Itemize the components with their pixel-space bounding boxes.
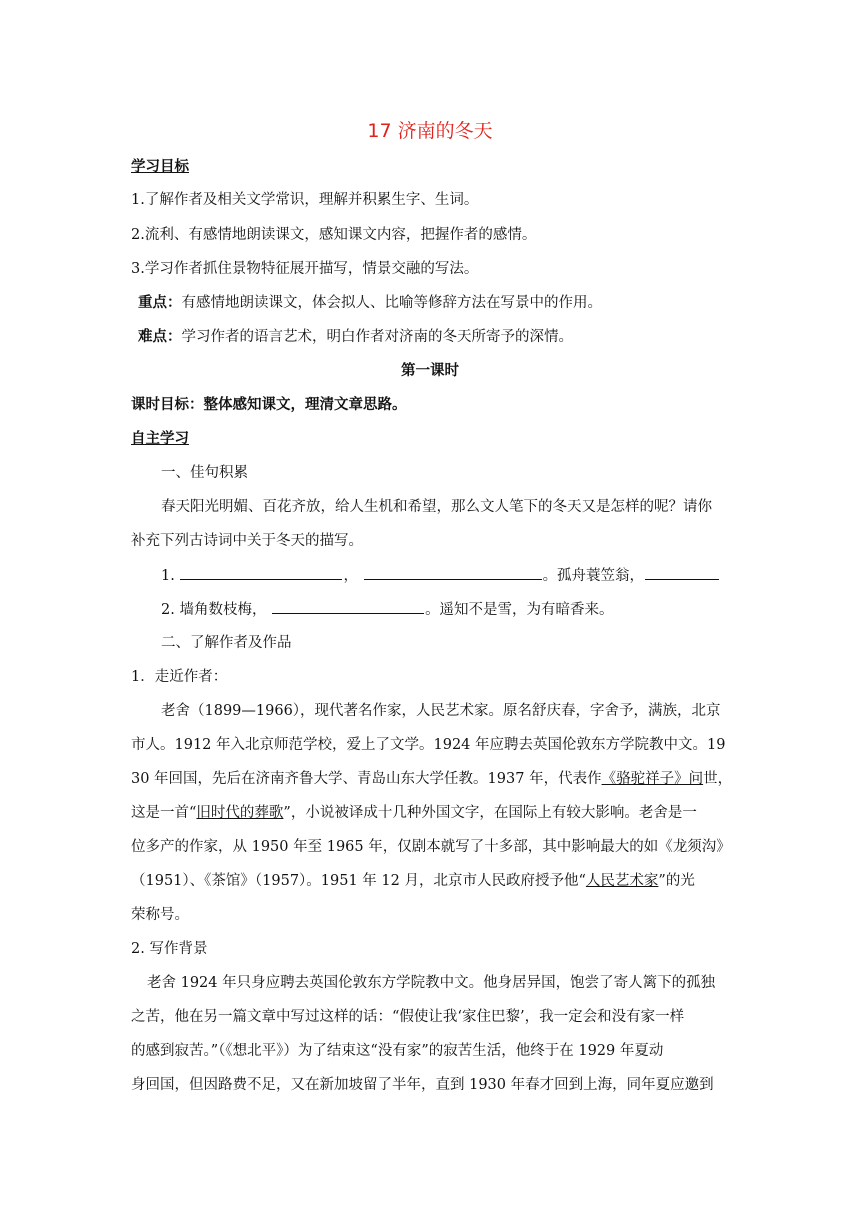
- text-span: 世，: [703, 771, 733, 787]
- author-paragraph-line: [131, 769, 731, 789]
- author-paragraph-line: [131, 871, 731, 891]
- background-paragraph-line: 之苦，他在另一篇文章中写过这样的话：“假使让我‘家住巴黎’，我一定会和没有家一样: [131, 1009, 685, 1025]
- author-paragraph-line: [131, 803, 731, 823]
- section-heading-goals: 学习目标: [131, 159, 189, 175]
- text-span: 这是一首“: [131, 805, 197, 821]
- text-span: 30 年回国，先后在济南齐鲁大学、青岛山东大学任教。1937 年，代表作: [131, 771, 602, 787]
- background-paragraph-line: 老舍 1924 年只身应聘去英国伦敦东方学院教中文。他身居异国，饱尝了寄人篱下的孤独: [147, 975, 716, 991]
- background-paragraph-line: 的感到寂苦。”（《想北平》）为了结束这“没有家”的寂苦生活，他终于在 1929 年夏动: [131, 1043, 664, 1059]
- answer-blank[interactable]: [272, 599, 424, 614]
- lesson-goal: 课时目标：整体感知课文，理清文章思路。: [131, 397, 407, 413]
- subheading-background: 2. 写作背景: [131, 941, 208, 957]
- question-number: 1.: [161, 568, 175, 584]
- author-paragraph-line: 市人。1912 年入北京师范学校，爱上了文学。1924 年应聘去英国伦敦东方学院教中文。19: [131, 737, 726, 753]
- underlined-text: 《骆驼祥子》问: [601, 771, 704, 787]
- question-number: 2.: [161, 602, 175, 618]
- text-span: （1951）、《茶馆》（1957）。1951 年 12 月，北京市人民政府授予他“: [131, 873, 586, 889]
- section-heading-self-study: 自主学习: [131, 431, 189, 447]
- text-span: ”，小说被译成十几种外国文字，在国际上有较大影响。老舍是一: [283, 805, 697, 821]
- author-paragraph-line: 位多产的作家，从 1950 年至 1965 年，仅剧本就写了十多部，其中影响最大的如《龙须沟》: [131, 839, 731, 855]
- underlined-text: 人民艺术家: [585, 873, 659, 889]
- goal-item: 2.流利、有感情地朗读课文，感知课文内容，把握作者的感情。: [131, 227, 537, 243]
- question-text: 。遥知不是雪，为有暗香来。: [425, 602, 614, 618]
- question-text: ，: [343, 568, 358, 584]
- question-2: [161, 599, 761, 620]
- goal-item: 1.了解作者及相关文学常识，理解并积累生字、生词。: [131, 192, 479, 208]
- key-point: [138, 293, 738, 313]
- lesson-title: 第一课时: [401, 363, 459, 379]
- question-text: 。孤舟蓑笠翁，: [542, 568, 645, 584]
- answer-blank[interactable]: [180, 565, 342, 580]
- goal-item: 3.学习作者抓住景物特征展开描写，情景交融的写法。: [131, 261, 479, 277]
- text-span: ”的光: [658, 873, 695, 889]
- author-paragraph-line: 荣称号。: [131, 907, 189, 923]
- part1-intro: 春天阳光明媚、百花齐放，给人生机和希望，那么文人笔下的冬天又是怎样的呢？请你: [161, 499, 712, 515]
- subheading-author: 1．走近作者：: [131, 669, 228, 685]
- difficult-point: [138, 327, 738, 347]
- background-paragraph-line: 身回国，但因路费不足，又在新加坡留了半年，直到 1930 年春才回到上海，同年夏应邀到: [131, 1077, 714, 1093]
- question-text: 墙角数枝梅，: [179, 602, 267, 618]
- answer-blank[interactable]: [645, 565, 719, 580]
- part1-intro: 补充下列古诗词中关于冬天的描写。: [131, 533, 363, 549]
- part1-heading: 一、佳句积累: [161, 465, 248, 481]
- part2-heading: 二、了解作者及作品: [161, 635, 292, 651]
- underlined-text: 旧时代的葬歌: [196, 805, 284, 821]
- key-point-label: 重点：: [138, 295, 182, 311]
- difficult-point-text: 学习作者的语言艺术，明白作者对济南的冬天所寄予的深情。: [181, 329, 573, 345]
- question-1: [161, 565, 761, 586]
- difficult-point-label: 难点：: [138, 329, 182, 345]
- key-point-text: 有感情地朗读课文，体会拟人、比喻等修辞方法在写景中的作用。: [181, 295, 602, 311]
- page-title: 17 济南的冬天: [367, 120, 493, 142]
- author-paragraph-line: 老舍（1899—1966），现代著名作家，人民艺术家。原名舒庆春，字舍予，满族，北京: [161, 703, 721, 719]
- answer-blank[interactable]: [364, 565, 542, 580]
